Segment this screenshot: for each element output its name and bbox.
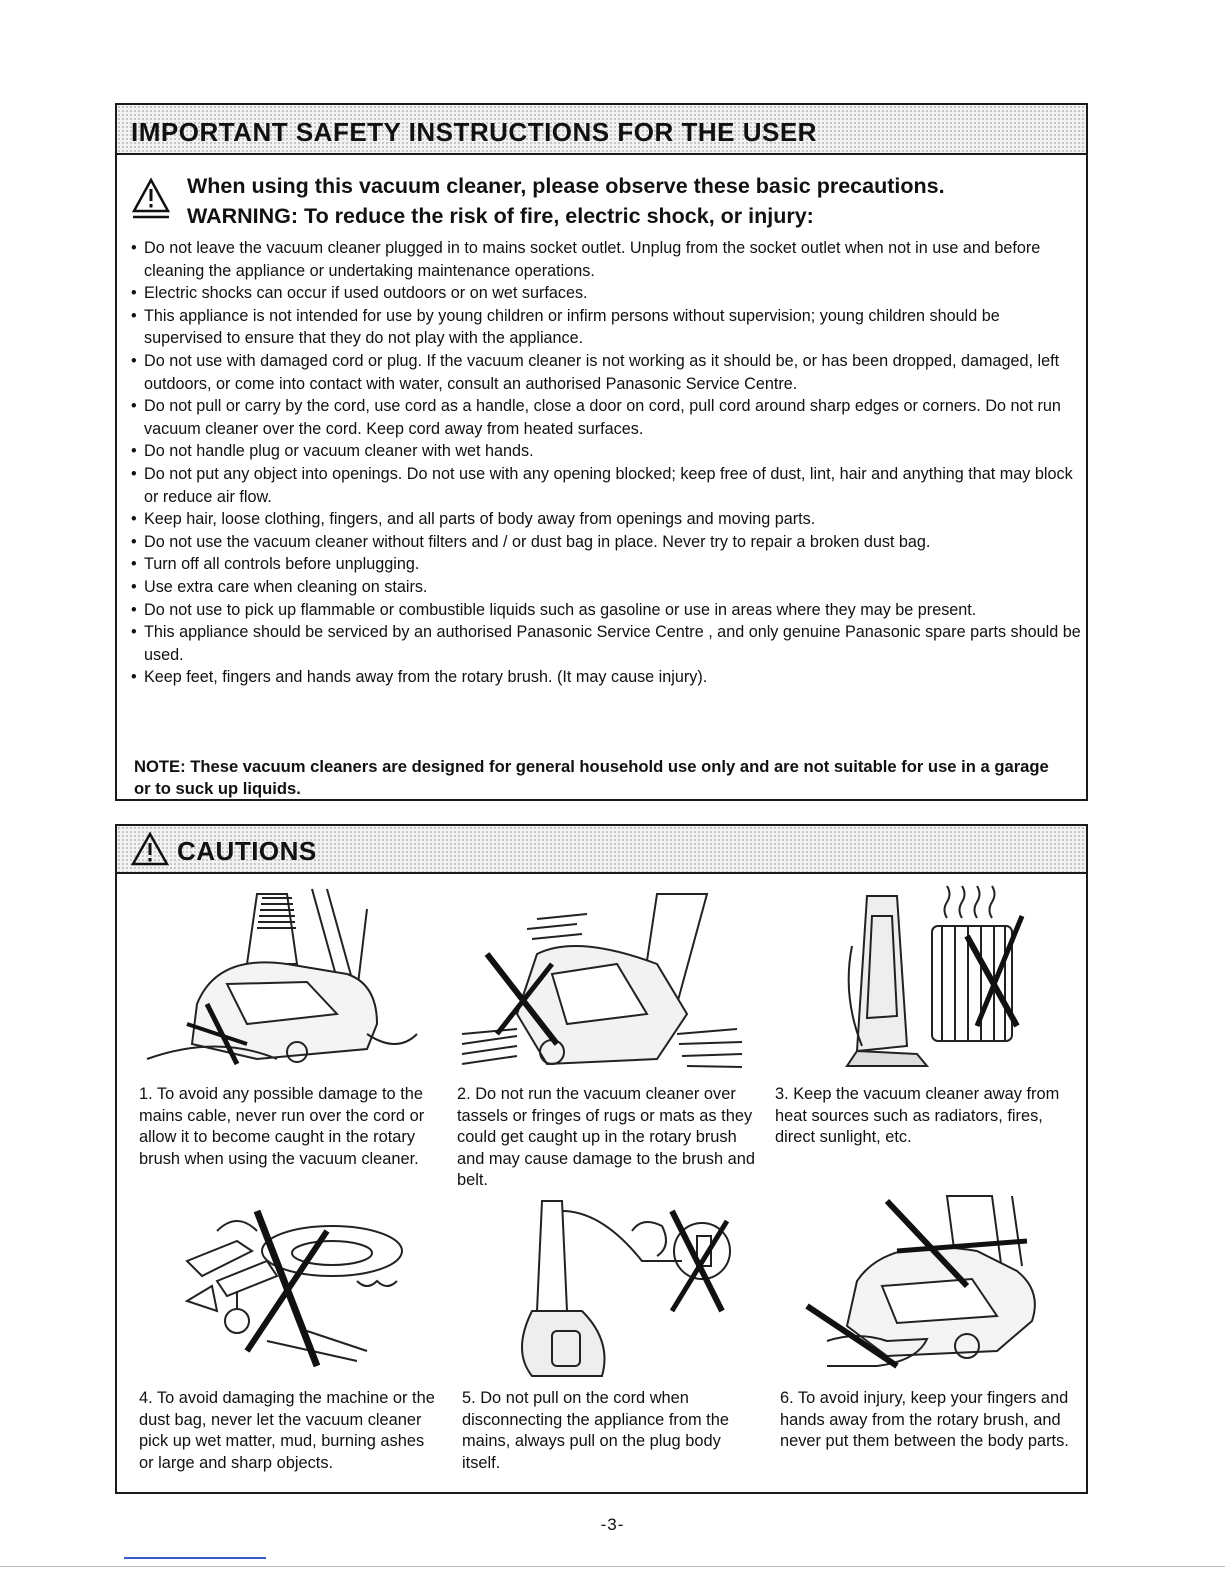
list-item: • Do not leave the vacuum cleaner plugged in to mains socket outlet. Unplug from the socket outlet when not in use and before cleaning the appliance or undertaking maintenance operations. xyxy=(131,237,1081,282)
cautions-header-bar xyxy=(117,826,1086,874)
page-link-underline xyxy=(124,1557,266,1559)
caution-item-2 xyxy=(457,1084,757,1192)
list-item: • Do not use the vacuum cleaner without filters and / or dust bag in place. Never try to repair a broken dust bag. xyxy=(131,531,1081,554)
safety-bullet-list xyxy=(131,237,1081,689)
rug-fringe-illustration xyxy=(457,884,747,1074)
caution-item-3 xyxy=(775,1084,1075,1149)
safety-instructions-box xyxy=(115,103,1088,801)
caution-caption-5: 5. Do not pull on the cord when disconnecting the appliance from the mains, always pull on the plug body itself. xyxy=(462,1389,729,1472)
cord-under-brush-illustration xyxy=(137,884,427,1069)
list-item: • Do not handle plug or vacuum cleaner with wet hands. xyxy=(131,440,1081,463)
caution-item-4 xyxy=(139,1388,439,1474)
cautions-box xyxy=(115,824,1088,1494)
caution-caption-2: 2. Do not run the vacuum cleaner over tassels or fringes of rugs or mats as they could get caught up in the rotary brush and may cause damage to the brush and belt. xyxy=(457,1085,755,1189)
caution-caption-4: 4. To avoid damaging the machine or the dust bag, never let the vacuum cleaner pick up wet matter, mud, burning ashes or large and sharp objects. xyxy=(139,1389,435,1472)
list-item: • Do not pull or carry by the cord, use cord as a handle, close a door on cord, pull cord around sharp edges or corners. Do not run vacuum cleaner over the cord. Keep cord away from heated surfaces. xyxy=(131,395,1081,440)
list-item: • Keep hair, loose clothing, fingers, and all parts of body away from openings and moving parts. xyxy=(131,508,1081,531)
page-bottom-rule xyxy=(0,1566,1225,1567)
caution-item-1 xyxy=(139,1084,439,1170)
heater-illustration xyxy=(837,876,1037,1076)
page-number: -3- xyxy=(600,1515,625,1534)
safety-title: IMPORTANT SAFETY INSTRUCTIONS FOR THE USER xyxy=(131,117,817,147)
debris-illustration xyxy=(157,1201,417,1376)
list-item: • This appliance should be serviced by an authorised Panasonic Service Centre , and only genuine Panasonic spare parts should be used. xyxy=(131,621,1081,666)
warning-line-risk: WARNING: To reduce the risk of fire, electric shock, or injury: xyxy=(187,204,814,228)
caution-item-5 xyxy=(462,1388,762,1474)
hand-brush-illustration xyxy=(797,1191,1067,1381)
warning-heading xyxy=(127,171,1087,231)
list-item: • Use extra care when cleaning on stairs. xyxy=(131,576,1081,599)
safety-header-bar xyxy=(117,105,1086,155)
caution-caption-1: 1. To avoid any possible damage to the mains cable, never run over the cord or allow it to become caught in the rotary brush when using the vacuum cleaner. xyxy=(139,1085,425,1168)
list-item: • Electric shocks can occur if used outdoors or on wet surfaces. xyxy=(131,282,1081,305)
caution-item-6 xyxy=(780,1388,1075,1453)
caution-caption-6: 6. To avoid injury, keep your fingers and hands away from the rotary brush, and never put them between the body parts. xyxy=(780,1389,1069,1450)
list-item: • Do not use to pick up flammable or combustible liquids such as gasoline or use in areas where they may be present. xyxy=(131,599,1081,622)
list-item: • Keep feet, fingers and hands away from the rotary brush. (It may cause injury). xyxy=(131,666,1081,689)
list-item: • Do not use with damaged cord or plug. If the vacuum cleaner is not working as it should be, or has been dropped, damaged, left outdoors, or come into contact with water, consult an authorised Panasonic Service Centre. xyxy=(131,350,1081,395)
cautions-title: CAUTIONS xyxy=(177,836,317,866)
caution-triangle-icon xyxy=(131,832,169,868)
list-item: • Turn off all controls before unplugging. xyxy=(131,553,1081,576)
caution-caption-3: 3. Keep the vacuum cleaner away from heat sources such as radiators, fires, direct sunlight, etc. xyxy=(775,1085,1060,1146)
pull-cord-illustration xyxy=(492,1191,742,1381)
list-item: • Do not put any object into openings. Do not use with any opening blocked; keep free of dust, lint, hair and anything that may block or reduce air flow. xyxy=(131,463,1081,508)
list-item: • This appliance is not intended for use by young children or infirm persons without supervision; young children should be supervised to ensure that they do not play with the appliance. xyxy=(131,305,1081,350)
warning-line-precautions: When using this vacuum cleaner, please observe these basic precautions. xyxy=(187,174,945,198)
usage-note: NOTE: These vacuum cleaners are designed for general household use only and are not suitable for use in a garage or to suck up liquids. xyxy=(134,757,1049,798)
